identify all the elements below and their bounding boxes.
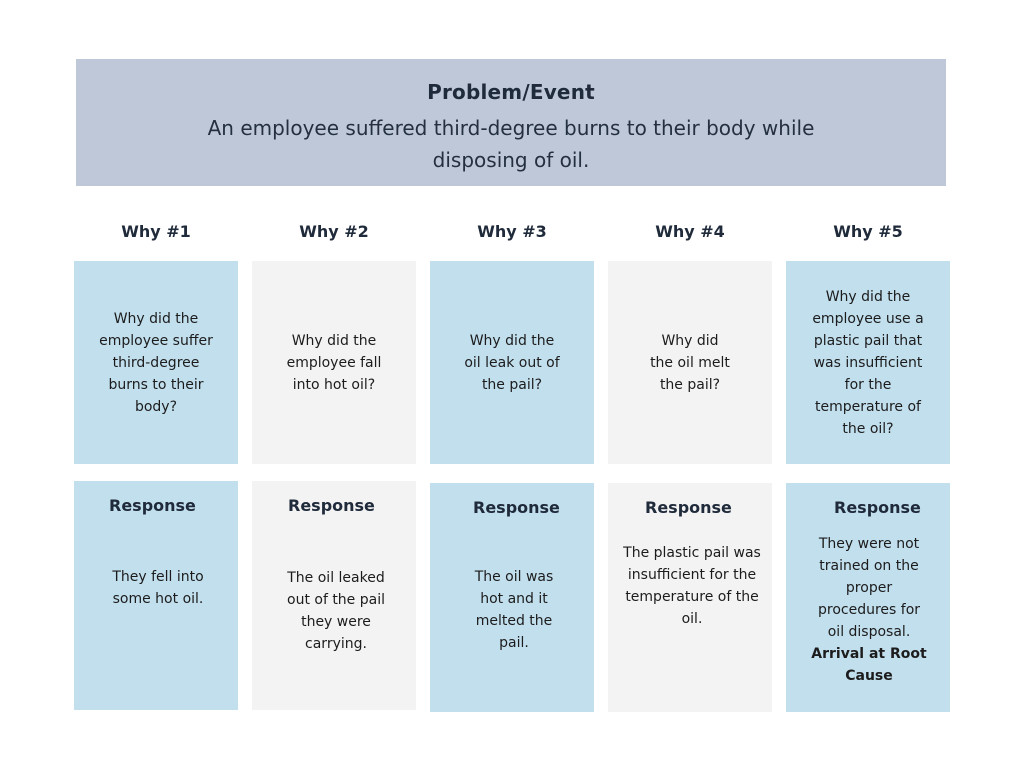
problem-title: Problem/Event [427,80,595,104]
why-1-response-card [74,481,238,710]
why-3-question-text: Why did the oil leak out of the pail? [464,332,560,393]
why-1-response-label: Response [109,496,196,515]
why-3-response-label: Response [473,498,560,517]
why-4-question-text: Why did the oil melt the pail? [650,332,730,393]
why-5-response-label: Response [834,498,921,517]
why-3-question-card [430,261,594,464]
why-1-question-card [74,261,238,464]
why-2-response-label: Response [288,496,375,515]
why-1-question-text: Why did the employee suffer third-degree burns to their body? [99,310,213,415]
why-2-response-text: The oil leaked out of the pail they were carrying. [287,570,385,652]
why-5-response-card [786,483,950,712]
why-1-response-text: They fell into some hot oil. [112,569,204,607]
why-1-header: Why #1 [121,222,191,241]
why-4-header: Why #4 [655,222,725,241]
why-4-response-text: The plastic pail was insufficient for the temperature of the oil. [623,545,761,627]
why-3-response-text: The oil was hot and it melted the pail. [474,569,554,651]
why-4-response-label: Response [645,498,732,517]
why-5-question-card [786,261,950,464]
why-2-question-card [252,261,416,464]
why-5-question-text: Why did the employee use a plastic pail that was insufficient for the temperature of the oil? [812,288,924,437]
why-3-response-card [430,483,594,712]
why-5-response-body [810,533,928,687]
why-2-question-text: Why did the employee fall into hot oil? [286,332,382,393]
why-5-header: Why #5 [833,222,903,241]
why-4-question-card [608,261,772,464]
why-3-header: Why #3 [477,222,547,241]
why-2-header: Why #2 [299,222,369,241]
root-cause-label: Arrival at Root Cause [811,646,927,684]
why-2-response-card [252,481,416,710]
why-4-response-card [608,483,772,712]
why-5-response-text: They were not trained on the proper procedures for oil disposal. [817,536,921,640]
problem-event-box [76,59,946,186]
problem-description: An employee suffered third-degree burns to their body while disposing of oil. [207,116,815,172]
